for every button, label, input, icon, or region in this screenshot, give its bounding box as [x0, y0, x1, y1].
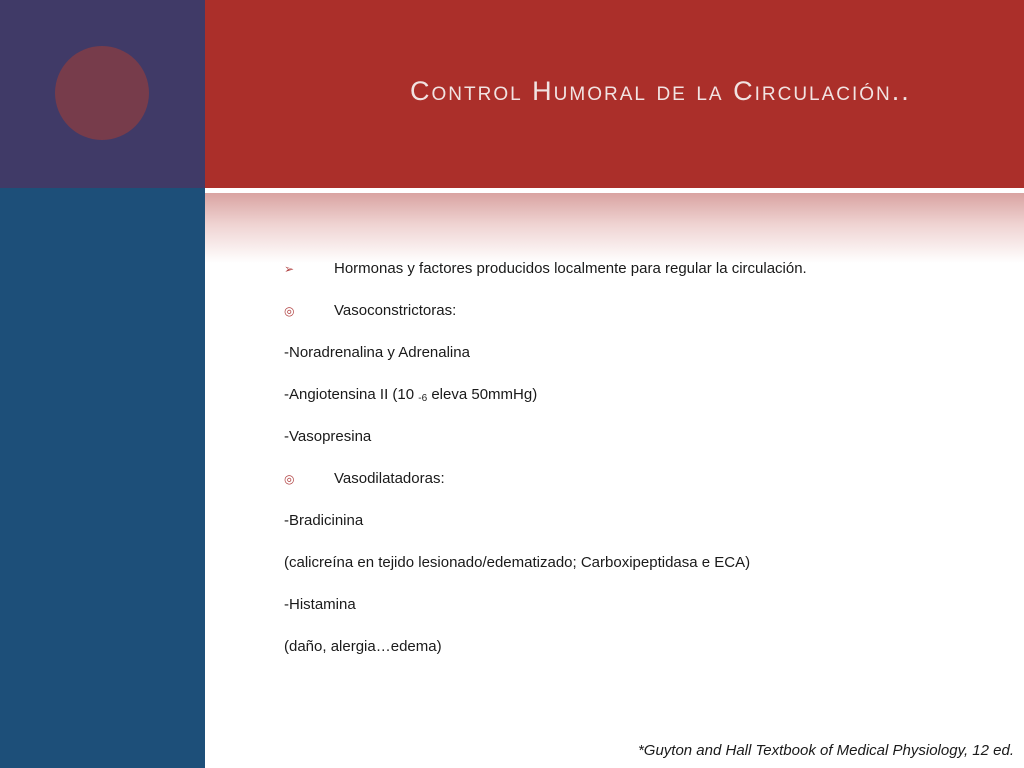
- circle-bullet-icon: ◎: [284, 472, 295, 486]
- sidebar-blue-block: [0, 188, 205, 768]
- slide-content: [284, 258, 1004, 678]
- gradient-band: [205, 193, 1024, 263]
- angiotensina-exponent: -6: [418, 393, 428, 404]
- noradrenalina-line: -Noradrenalina y Adrenalina: [284, 344, 470, 361]
- vasoconstrictoras-heading: Vasoconstrictoras:: [334, 302, 457, 319]
- bradicinina-line: -Bradicinina: [284, 512, 364, 529]
- arrow-bullet-icon: ➢: [284, 262, 295, 276]
- citation-footnote: *Guyton and Hall Textbook of Medical Physiology, 12 ed.: [637, 742, 1014, 759]
- circle-bullet-icon: ◎: [284, 304, 295, 318]
- vasopresina-line: -Vasopresina: [284, 428, 372, 445]
- histamina-note: (daño, alergia…edema): [284, 638, 442, 655]
- intro-text: Hormonas y factores producidos localmente para regular la circulación.: [334, 260, 807, 277]
- list-item: [284, 300, 1004, 342]
- histamina-line: -Histamina: [284, 596, 356, 613]
- list-item: [284, 468, 1004, 510]
- angiotensina-text: -Angiotensina II (10: [284, 386, 415, 403]
- decorative-circle-icon: [55, 46, 149, 140]
- angiotensina-effect: eleva 50mmHg): [431, 386, 538, 403]
- bradicinina-note: (calicreína en tejido lesionado/edematizado; Carboxipeptidasa e ECA): [284, 554, 751, 571]
- slide-title: Control Humoral de la Circulación..: [410, 76, 911, 106]
- list-item: [284, 258, 1004, 300]
- vasodilatadoras-heading: Vasodilatadoras:: [334, 470, 445, 487]
- angiotensina-line: [284, 384, 1004, 426]
